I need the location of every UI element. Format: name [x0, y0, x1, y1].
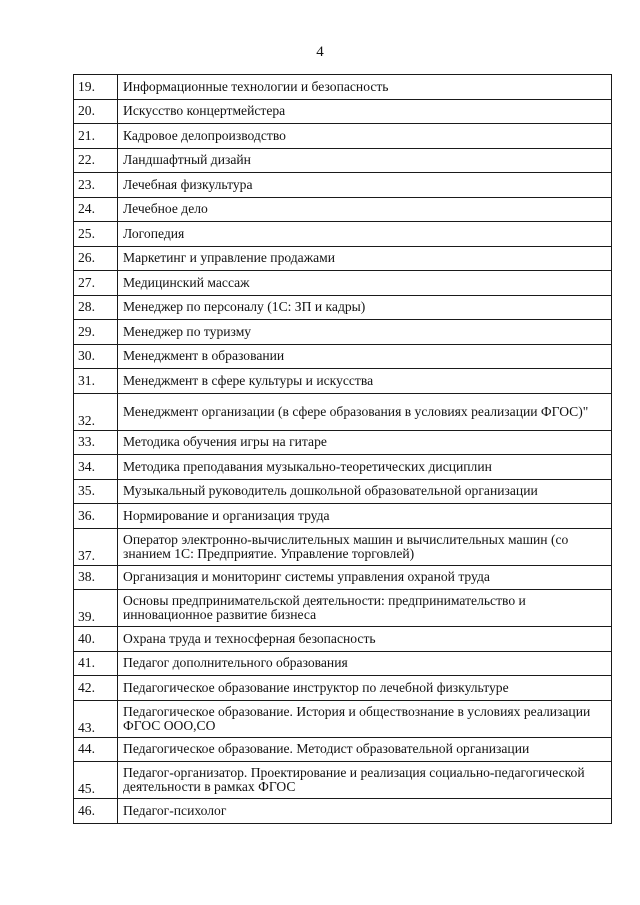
table-row — [74, 344, 612, 369]
table-row — [74, 455, 612, 480]
table-row — [74, 762, 612, 799]
table-row — [74, 651, 612, 676]
table-row — [74, 222, 612, 247]
row-number: 32. — [74, 393, 118, 430]
program-name: Педагогическое образование. Методист образовательной организации — [118, 737, 612, 762]
row-number: 34. — [74, 455, 118, 480]
program-name: Педагогическое образование. История и обществознание в условиях реализации ФГОС ООО,СО — [118, 700, 612, 737]
row-number: 28. — [74, 295, 118, 320]
program-name: Педагогическое образование инструктор по лечебной физкультуре — [118, 676, 612, 701]
program-name: Менеджер по персоналу (1С: ЗП и кадры) — [118, 295, 612, 320]
program-name: Нормирование и организация труда — [118, 504, 612, 529]
table-row — [74, 700, 612, 737]
program-name: Менеджмент организации (в сфере образования в условиях реализации ФГОС)" — [118, 393, 612, 430]
table-row — [74, 271, 612, 296]
table-row — [74, 124, 612, 149]
program-name: Логопедия — [118, 222, 612, 247]
table-row — [74, 320, 612, 345]
table-row — [74, 173, 612, 198]
row-number: 20. — [74, 99, 118, 124]
table-row — [74, 799, 612, 824]
row-number: 43. — [74, 700, 118, 737]
row-number: 39. — [74, 590, 118, 627]
program-name: Лечебная физкультура — [118, 173, 612, 198]
row-number: 26. — [74, 246, 118, 271]
program-name: Основы предпринимательской деятельности: предпринимательство и инновационное развитие бизнеса — [118, 590, 612, 627]
table-row — [74, 295, 612, 320]
program-name: Лечебное дело — [118, 197, 612, 222]
row-number: 42. — [74, 676, 118, 701]
row-number: 46. — [74, 799, 118, 824]
table-row — [74, 197, 612, 222]
table-row — [74, 479, 612, 504]
program-name: Методика обучения игры на гитаре — [118, 430, 612, 455]
row-number: 41. — [74, 651, 118, 676]
program-name: Музыкальный руководитель дошкольной образовательной организации — [118, 479, 612, 504]
program-name: Педагог дополнительного образования — [118, 651, 612, 676]
program-name: Оператор электронно-вычислительных машин и вычислительных машин (со знанием 1С: Предприятие. Управление торговлей) — [118, 528, 612, 565]
row-number: 24. — [74, 197, 118, 222]
program-name: Методика преподавания музыкально-теоретических дисциплин — [118, 455, 612, 480]
program-name: Организация и мониторинг системы управления охраной труда — [118, 565, 612, 590]
row-number: 23. — [74, 173, 118, 198]
row-number: 40. — [74, 627, 118, 652]
row-number: 35. — [74, 479, 118, 504]
program-name: Педагог-психолог — [118, 799, 612, 824]
table-row — [74, 504, 612, 529]
program-name: Менеджмент в сфере культуры и искусства — [118, 369, 612, 394]
table-row — [74, 627, 612, 652]
program-name: Искусство концертмейстера — [118, 99, 612, 124]
table-row — [74, 393, 612, 430]
programs-table — [73, 74, 612, 824]
table-row — [74, 528, 612, 565]
table-row — [74, 99, 612, 124]
table-row — [74, 148, 612, 173]
table-row — [74, 565, 612, 590]
program-name: Медицинский массаж — [118, 271, 612, 296]
row-number: 33. — [74, 430, 118, 455]
table-row — [74, 246, 612, 271]
table-row — [74, 590, 612, 627]
program-name: Педагог-организатор. Проектирование и реализация социально-педагогической деятельности в рамках ФГОС — [118, 762, 612, 799]
page-number: 4 — [316, 44, 324, 60]
row-number: 27. — [74, 271, 118, 296]
row-number: 22. — [74, 148, 118, 173]
row-number: 38. — [74, 565, 118, 590]
row-number: 44. — [74, 737, 118, 762]
row-number: 19. — [74, 75, 118, 100]
table-row — [74, 430, 612, 455]
program-name: Менеджмент в образовании — [118, 344, 612, 369]
row-number: 30. — [74, 344, 118, 369]
table-row — [74, 369, 612, 394]
row-number: 37. — [74, 528, 118, 565]
row-number: 31. — [74, 369, 118, 394]
program-name: Кадровое делопроизводство — [118, 124, 612, 149]
program-name: Менеджер по туризму — [118, 320, 612, 345]
program-name: Ландшафтный дизайн — [118, 148, 612, 173]
program-name: Маркетинг и управление продажами — [118, 246, 612, 271]
table-row — [74, 676, 612, 701]
programs-table-body — [74, 75, 612, 824]
program-name: Информационные технологии и безопасность — [118, 75, 612, 100]
table-row — [74, 75, 612, 100]
row-number: 21. — [74, 124, 118, 149]
program-name: Охрана труда и техносферная безопасность — [118, 627, 612, 652]
row-number: 36. — [74, 504, 118, 529]
row-number: 45. — [74, 762, 118, 799]
table-row — [74, 737, 612, 762]
row-number: 25. — [74, 222, 118, 247]
row-number: 29. — [74, 320, 118, 345]
